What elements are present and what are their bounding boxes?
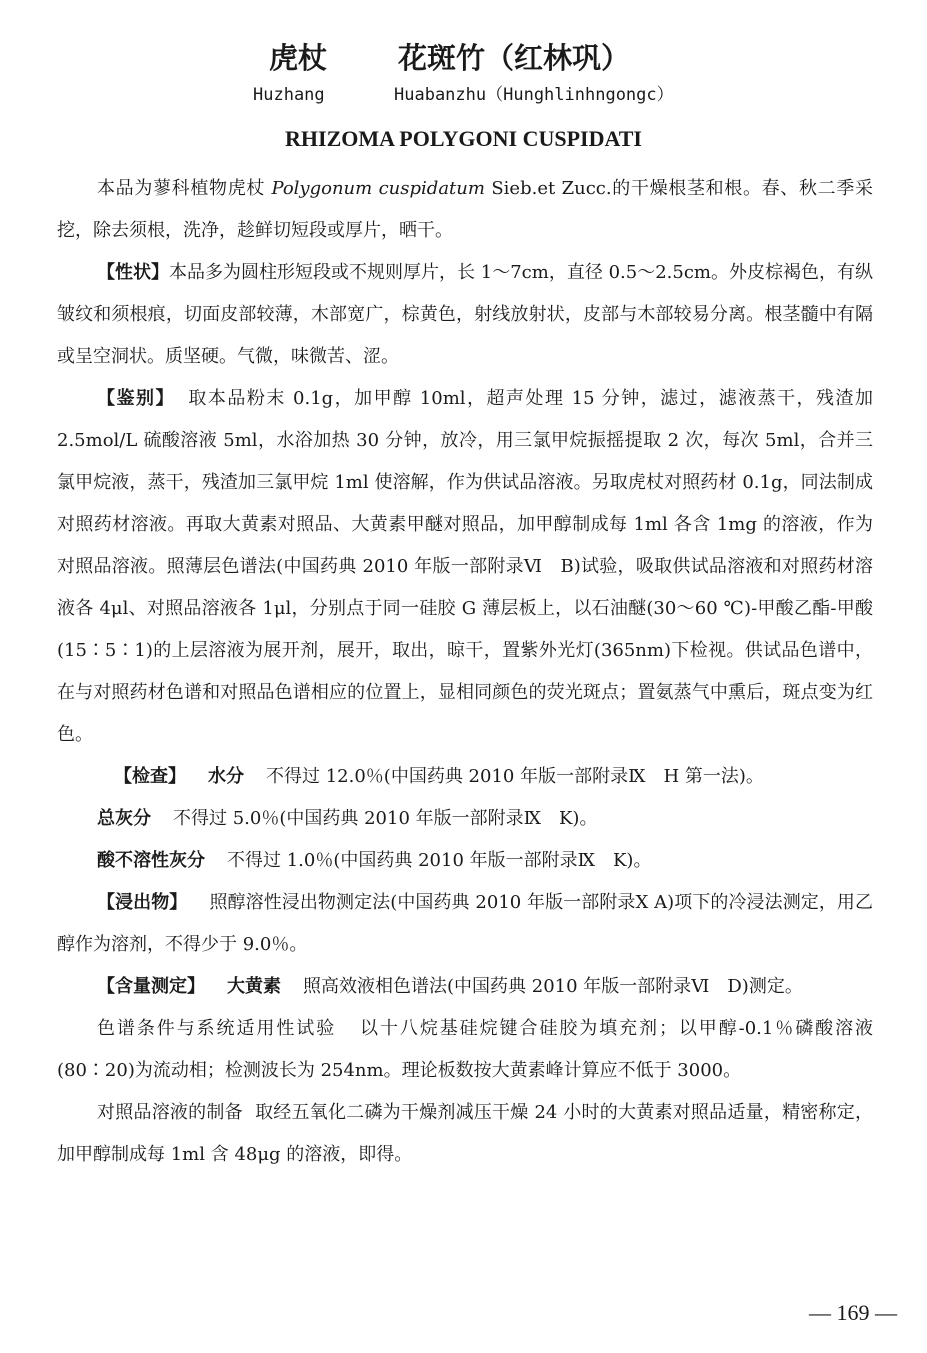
species-name: Polygonum cuspidatum — [271, 178, 485, 199]
intro-text: 本品为蓼科植物虎杖 — [97, 178, 272, 199]
identification-paragraph — [57, 378, 873, 756]
water-label: 水分 — [208, 766, 244, 787]
title-local-name: 花斑竹（红林巩） — [398, 41, 631, 75]
inspection-label: 【检查】 — [114, 766, 186, 787]
pinyin-local-name: Huabanzhu（Hunghlinhngongc） — [394, 85, 674, 105]
total-ash-label: 总灰分 — [97, 808, 151, 829]
water-text: 不得过 12.0％(中国药典 2010 年版一部附录Ⅸ H 第一法)。 — [266, 766, 764, 787]
title-chinese-name: 虎杖 — [269, 41, 328, 75]
pinyin-name: Huzhang — [253, 85, 325, 105]
assay-text: 照高效液相色谱法(中国药典 2010 年版一部附录Ⅵ D)测定。 — [303, 976, 803, 997]
reference-solution-paragraph — [57, 1092, 873, 1176]
intro-text-cont: Sieb.et Zucc.的干燥根茎和根。春、秋二季采挖，除去须根，洗净，趁鲜切短段或厚片，晒干。 — [57, 178, 873, 241]
extractives-label: 【浸出物】 — [97, 892, 188, 913]
latin-name: RHIZOMA POLYGONI CUSPIDATI — [285, 126, 642, 151]
page-number: — 169 — — [809, 1300, 897, 1325]
identification-label: 【鉴别】 — [97, 388, 175, 409]
acid-ash-label: 酸不溶性灰分 — [97, 850, 205, 871]
characteristics-label: 【性状】 — [97, 262, 170, 283]
total-ash-text: 不得过 5.0％(中国药典 2010 年版一部附录Ⅸ K)。 — [173, 808, 598, 829]
pinyin-row — [0, 84, 927, 106]
total-ash-paragraph — [57, 798, 873, 840]
reference-solution-label: 对照品溶液的制备 — [97, 1102, 243, 1123]
extractives-paragraph — [57, 882, 873, 966]
assay-label: 【含量测定】 — [97, 976, 205, 997]
acid-ash-text: 不得过 1.0％(中国药典 2010 年版一部附录Ⅸ K)。 — [227, 850, 652, 871]
title-row — [0, 38, 927, 78]
extractives-text: 照醇溶性浸出物测定法(中国药典 2010 年版一部附录Ⅹ A)项下的冷浸法测定，用乙醇作为溶剂，不得少于 9.0％。 — [57, 892, 873, 955]
chromatography-paragraph — [57, 1008, 873, 1092]
inspection-water-paragraph — [57, 756, 873, 798]
characteristics-paragraph — [57, 252, 873, 378]
assay-paragraph — [57, 966, 873, 1008]
chromatography-label: 色谱条件与系统适用性试验 — [97, 1018, 337, 1039]
reference-solution-text: 取经五氧化二磷为干燥剂减压干燥 24 小时的大黄素对照品适量，精密称定，加甲醇制成每 1ml 含 48μg 的溶液，即得。 — [57, 1102, 873, 1165]
monograph-body — [57, 168, 873, 1176]
identification-text: 取本品粉末 0.1g，加甲醇 10ml，超声处理 15 分钟，滤过，滤液蒸干，残渣加 2.5mol/L 硫酸溶液 5ml，水浴加热 30 分钟，放冷，用三氯甲烷振摇提取 2 次，每次 5ml，合并三氯甲烷液，蒸干，残渣加三氯甲烷 1ml 使溶解，作为供试品溶液。另取虎杖对照药材 0.1g，同法制成对照药材溶液。再取大黄素对照品、大黄素甲醚对照品，加甲醇制成每 1ml 各含 1mg 的溶液，作为对照品溶液。照薄层色谱法(中国药典 2010 年版一部附录Ⅵ B)试验，吸取供试品溶液和对照药材溶液各 4μl、对照品溶液各 1μl，分别点于同一硅胶 G 薄层板上，以石油醚(30～60 ℃)-甲酸乙酯-甲酸(15∶5∶1)的上层溶液为展开剂，展开，取出，晾干，置紫外光灯(365nm)下检视。供试品色谱中，在与对照药材色谱和对照品色谱相应的位置上，显相同颜色的荧光斑点；置氨蒸气中熏后，斑点变为红色。 — [57, 388, 874, 745]
chromatography-text: 以十八烷基硅烷键合硅胶为填充剂；以甲醇-0.1％磷酸溶液(80∶20)为流动相；检测波长为 254nm。理论板数按大黄素峰计算应不低于 3000。 — [57, 1018, 873, 1081]
acid-ash-paragraph — [57, 840, 873, 882]
intro-paragraph — [57, 168, 873, 252]
emodin-label: 大黄素 — [227, 976, 281, 997]
characteristics-text: 本品多为圆柱形短段或不规则厚片，长 1～7cm，直径 0.5～2.5cm。外皮棕褐色，有纵皱纹和须根痕，切面皮部较薄，木部宽广，棕黄色，射线放射状，皮部与木部较易分离。根茎髓中有隔或呈空洞状。质坚硬。气微，味微苦、涩。 — [57, 262, 873, 367]
